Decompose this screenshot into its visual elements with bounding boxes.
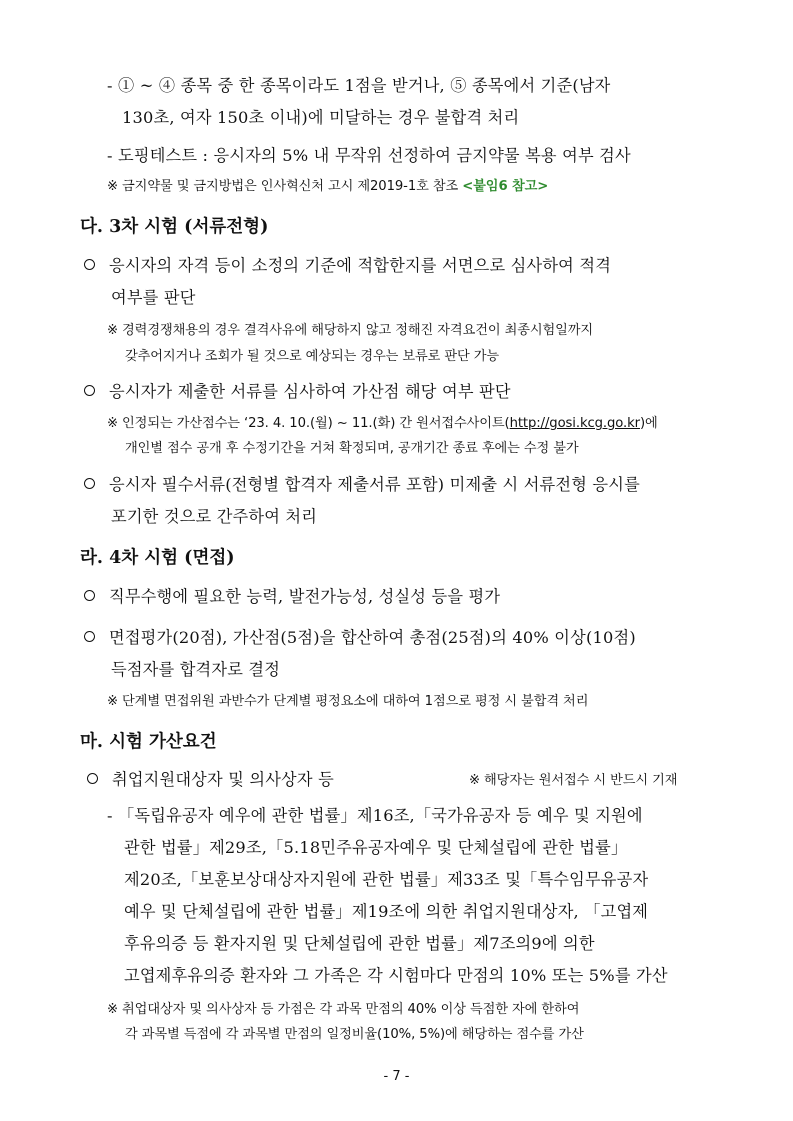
section-heading-ra: 라. 4차 시험 (면접) (80, 548, 235, 568)
bullet-text: 응시자 필수서류(전형별 합격자 제출서류 포함) 미제출 시 서류전형 응시를 (109, 475, 640, 494)
bullet-item (84, 252, 611, 276)
note-line: ※ 취업대상자 및 의사상자 등 가점은 각 과목 만점의 40% 이상 득점한 자에 한하여 (107, 1002, 580, 1017)
text-line: 관한 법률」제29조,「5.18민주유공자예우 및 단체설립에 관한 법률」 (124, 838, 628, 857)
text-line: 후유의증 등 환자지원 및 단체설립에 관한 법률」제7조의9에 의한 (124, 934, 595, 953)
note-line (107, 412, 658, 431)
bullet-item (84, 378, 511, 402)
text-line: - ① ~ ④ 종목 중 한 종목이라도 1점을 받거나, ⑤ 종목에서 기준(남자 (107, 76, 611, 95)
text-line: - 도핑테스트 : 응시자의 5% 내 무작위 선정하여 금지약물 복용 여부 검사 (107, 146, 631, 165)
note-line: ※ 해당자는 원서접수 시 반드시 기재 (469, 773, 678, 788)
text-line: 여부를 판단 (111, 288, 196, 307)
text-line: 예우 및 단체설립에 관한 법률」제19조에 의한 취업지원대상자, 「고엽제 (124, 902, 649, 921)
circle-bullet-icon (84, 631, 95, 642)
note-line: ※ 경력경쟁채용의 경우 결격사유에 해당하지 않고 정해진 자격요건이 최종시험일까지 (107, 323, 594, 338)
bullet-item (84, 471, 640, 495)
text-line: 득점자를 합격자로 결정 (111, 660, 281, 679)
circle-bullet-icon (84, 590, 95, 601)
circle-bullet-icon (84, 385, 95, 396)
bullet-item (84, 624, 636, 648)
bullet-text: 면접평가(20점), 가산점(5점)을 합산하여 총점(25점)의 40% 이상(10점) (109, 628, 636, 647)
bullet-text: 응시자가 제출한 서류를 심사하여 가산점 해당 여부 판단 (109, 382, 511, 401)
text-line: 고엽제후유의증 환자와 그 가족은 각 시험마다 만점의 10% 또는 5%를 가산 (124, 966, 668, 985)
text-line: 제20조,「보훈보상대상자지원에 관한 법률」제33조 및「특수임무유공자 (124, 870, 649, 889)
section-heading-ma: 마. 시험 가산요건 (80, 732, 217, 752)
text-line: 포기한 것으로 간주하여 처리 (111, 507, 318, 526)
bullet-text: 응시자의 자격 등이 소정의 기준에 적합한지를 서면으로 심사하여 적격 (109, 256, 612, 275)
text-line: - 「독립유공자 예우에 관한 법률」제16조,「국가유공자 등 예우 및 지원에 (107, 806, 643, 825)
circle-bullet-icon (84, 259, 95, 270)
text-line: 130초, 여자 150초 이내)에 미달하는 경우 불합격 처리 (122, 108, 520, 127)
attachment-ref: <붙임6 참고> (462, 179, 549, 194)
note-line: 개인별 점수 공개 후 수정기간을 거쳐 확정되며, 공개기간 종료 후에는 수정 불가 (125, 441, 579, 456)
note-line: 각 과목별 득점에 각 과목별 만점의 일정비율(10%, 5%)에 해당하는 점수를 가산 (125, 1027, 584, 1042)
note-text: )에 (639, 416, 658, 431)
note-line: 갖추어지거나 조회가 될 것으로 예상되는 경우는 보류로 판단 가능 (125, 349, 499, 364)
circle-bullet-icon (84, 478, 95, 489)
bullet-text: 취업지원대상자 및 의사상자 등 (112, 770, 334, 789)
circle-bullet-icon (87, 773, 98, 784)
section-heading-da: 다. 3차 시험 (서류전형) (80, 217, 269, 237)
bullet-text: 직무수행에 필요한 능력, 발전가능성, 성실성 등을 평가 (109, 587, 501, 606)
note-line (107, 175, 548, 194)
page-number: - 7 - (383, 1069, 410, 1084)
bullet-item (87, 766, 334, 790)
note-text: ※ 금지약물 및 금지방법은 인사혁신처 고시 제2019-1호 참조 (107, 179, 459, 194)
site-link[interactable]: http://gosi.kcg.go.kr (509, 416, 640, 431)
bullet-item (84, 583, 500, 607)
note-text: ※ 인정되는 가산점수는 ‘23. 4. 10.(월) ~ 11.(화) 간 원서접수사이트( (107, 416, 510, 431)
note-line: ※ 단계별 면접위원 과반수가 단계별 평정요소에 대하여 1점으로 평정 시 불합격 처리 (107, 694, 589, 709)
